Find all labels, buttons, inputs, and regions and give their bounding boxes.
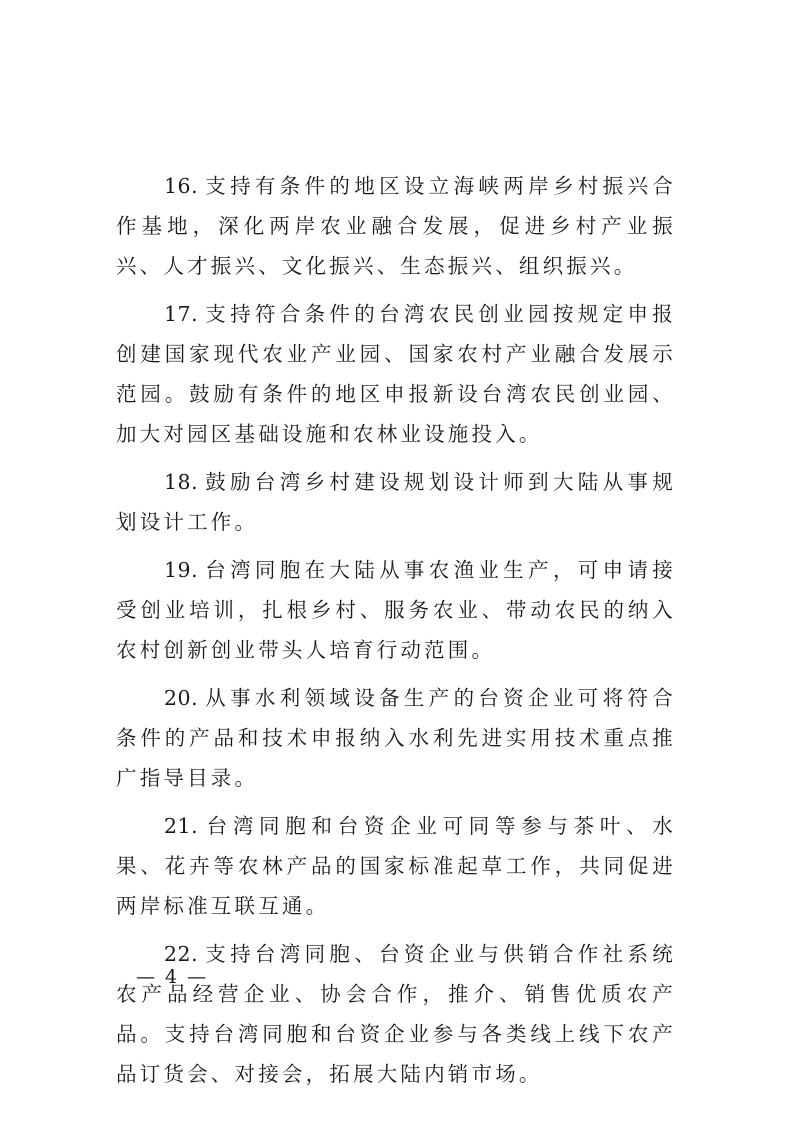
paragraph-22	[116, 934, 676, 1094]
paragraph-number: 19.	[164, 558, 199, 582]
paragraph-number: 18.	[164, 470, 199, 494]
page-number: — 4 —	[136, 966, 209, 988]
paragraph-text: 从事水利领域设备生产的台资企业可将符合条件的产品和技术申报纳入水利先进实用技术重点推广指导目录。	[116, 686, 676, 790]
paragraph-text: 支持台湾同胞、台资企业与供销合作社系统农产品经营企业、协会合作，推介、销售优质农产品。支持台湾同胞和台资企业参与各类线上线下农产品订货会、对接会，拓展大陆内销市场。	[116, 942, 676, 1086]
paragraph-number: 16.	[164, 174, 199, 198]
document-body	[116, 166, 676, 1102]
paragraph-text: 支持有条件的地区设立海峡两岸乡村振兴合作基地，深化两岸农业融合发展，促进乡村产业振兴、人才振兴、文化振兴、生态振兴、组织振兴。	[116, 174, 676, 278]
paragraph-number: 20.	[164, 686, 199, 710]
paragraph-number: 17.	[164, 302, 199, 326]
paragraph-16	[116, 166, 676, 286]
paragraph-21	[116, 806, 676, 926]
paragraph-18	[116, 462, 676, 542]
paragraph-20	[116, 678, 676, 798]
paragraph-17	[116, 294, 676, 454]
paragraph-text: 台湾同胞和台资企业可同等参与茶叶、水果、花卉等农林产品的国家标准起草工作，共同促进两岸标准互联互通。	[116, 814, 676, 918]
paragraph-number: 22.	[164, 942, 199, 966]
paragraph-19	[116, 550, 676, 670]
paragraph-text: 支持符合条件的台湾农民创业园按规定申报创建国家现代农业产业园、国家农村产业融合发展示范园。鼓励有条件的地区申报新设台湾农民创业园、加大对园区基础设施和农林业设施投入。	[116, 302, 676, 446]
paragraph-number: 21.	[164, 814, 199, 838]
paragraph-text: 台湾同胞在大陆从事农渔业生产，可申请接受创业培训，扎根乡村、服务农业、带动农民的纳入农村创新创业带头人培育行动范围。	[116, 558, 676, 662]
paragraph-text: 鼓励台湾乡村建设规划设计师到大陆从事规划设计工作。	[116, 470, 676, 534]
